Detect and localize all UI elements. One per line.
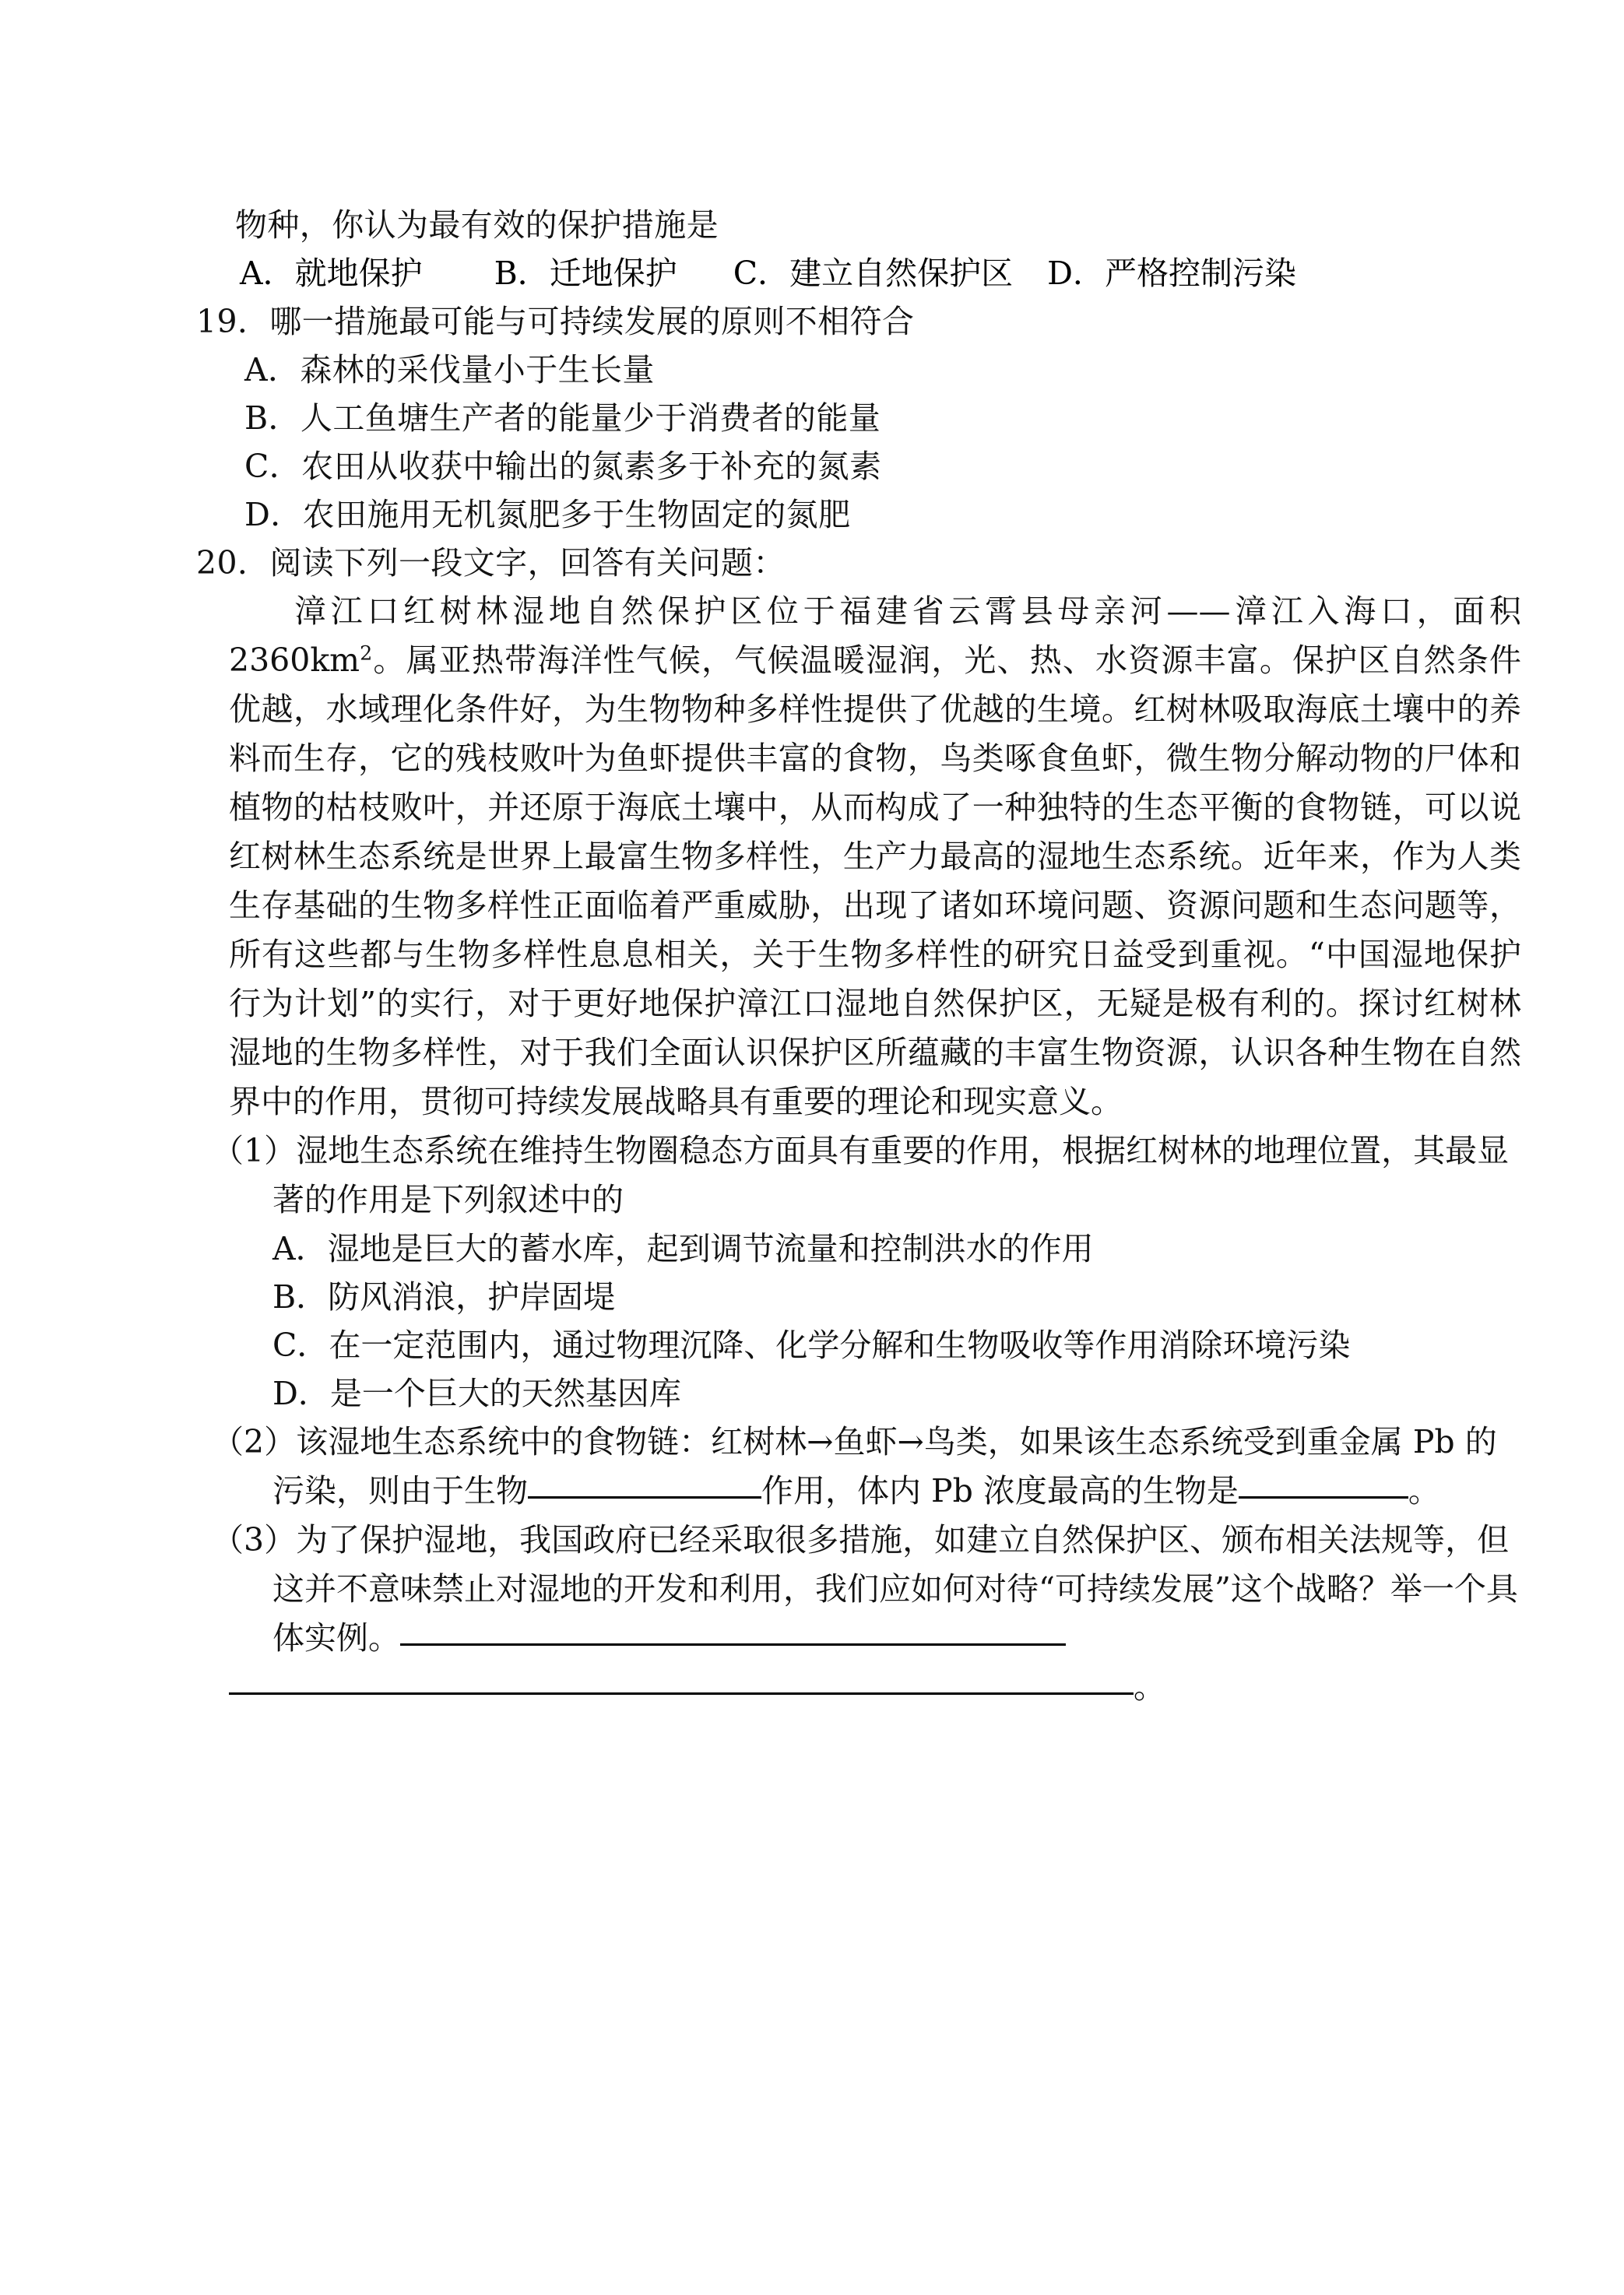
q20-sub1: [212, 1126, 1527, 1225]
q18-option-d[interactable]: D．严格控制污染: [1047, 255, 1296, 292]
q20-sub1-option-b[interactable]: B．防风消浪，护岸固堤: [272, 1278, 616, 1316]
passage-superscript-2: 2: [360, 641, 373, 665]
q20-sub1-option-a[interactable]: A．湿地是巨大的蓄水库，起到调节流量和控制洪水的作用: [272, 1230, 1094, 1267]
q20-reading-passage: [229, 587, 1521, 1126]
q20-sub2-blank-2[interactable]: [1239, 1470, 1408, 1499]
q18-option-a[interactable]: A．就地保护: [240, 255, 423, 292]
q20-sub2-text-middle: 作用，体内 Pb 浓度最高的生物是: [761, 1472, 1239, 1509]
q20-sub3-label: （3）: [212, 1521, 297, 1559]
q20-sub3: [212, 1516, 1527, 1663]
q20-sub1-label: （1）: [212, 1132, 297, 1169]
page-content: [196, 201, 1529, 1711]
q20-sub2-label: （2）: [212, 1423, 297, 1460]
q20-stem-text: 阅读下列一段文字，回答有关问题：: [269, 544, 786, 582]
q19-option-c[interactable]: C．农田从收获中输出的氮素多于补充的氮素: [244, 448, 882, 485]
q20-number: 20．: [196, 544, 270, 582]
q20-sub2-text-before: 该湿地生态系统中的食物链：红树林→鱼虾→鸟类，如果该生态系统受到重金属 Pb 的污染，则由于生物: [272, 1423, 1497, 1509]
q20-sub3-blank-1[interactable]: [400, 1617, 1066, 1646]
passage-part-1: 漳江口红树林湿地自然保护区位于福建省云霄县母亲河——漳江入海口，面积 2360km: [229, 592, 1521, 679]
q18-stem-tail: 物种，你认为最有效的保护措施是: [235, 206, 719, 244]
q19-stem: [196, 297, 1529, 346]
q18-option-b[interactable]: B．迁地保护: [494, 255, 677, 292]
q18-options-row: [240, 249, 1529, 297]
q19-option-d[interactable]: D．农田施用无机氮肥多于生物固定的氮肥: [244, 496, 851, 533]
q20-sub3-answer-line: [229, 1663, 1529, 1711]
q19-option-a[interactable]: A．森林的采伐量小于生长量: [244, 351, 655, 388]
q20-stem: [196, 539, 1529, 587]
q20-sub1-option-c[interactable]: C．在一定范围内，通过物理沉降、化学分解和生物吸收等作用消除环境污染: [272, 1327, 1351, 1364]
q20-sub2: [212, 1418, 1527, 1516]
q19-option-b[interactable]: B．人工鱼塘生产者的能量少于消费者的能量: [244, 399, 881, 437]
q20-sub3-blank-2[interactable]: [229, 1666, 1134, 1695]
q20-sub3-text-end: 。: [1134, 1668, 1165, 1706]
q20-sub2-text-end: 。: [1408, 1472, 1440, 1509]
q20-sub2-blank-1[interactable]: [528, 1470, 761, 1499]
passage-part-2: 。属亚热带海洋性气候，气候温暖湿润，光、热、水资源丰富。保护区自然条件优越，水域理化条件好，为生物物种多样性提供了优越的生境。红树林吸取海底土壤中的养料而生存，它的残枝败叶为鱼虾提供丰富的食物，鸟类啄食鱼虾，微生物分解动物的尸体和植物的枯枝败叶，并还原于海底土壤中，从而构成了一种独特的生态平衡的食物链，可以说红树林生态系统是世界上最富生物多样性，生产力最高的湿地生态系统。近年来，作为人类生存基础的生物多样性正面临着严重威胁，出现了诸如环境问题、资源问题和生态问题等，所有这些都与生物多样性息息相关，关于生物多样性的研究日益受到重视。“中国湿地保护行为计划”的实行，对于更好地保护漳江口湿地自然保护区，无疑是极有利的。探讨红树林湿地的生物多样性，对于我们全面认识保护区所蕴藏的丰富生物资源，认识各种生物在自然界中的作用，贯彻可持续发展战略具有重要的理论和现实意义。: [229, 641, 1521, 1120]
q18-option-c[interactable]: C．建立自然保护区: [733, 255, 1014, 292]
q20-sub3-text: 为了保护湿地，我国政府已经采取很多措施，如建立自然保护区、颁布相关法规等，但这并不意味禁止对湿地的开发和利用，我们应如何对待“可持续发展”这个战略？举一个具体实例。: [272, 1521, 1518, 1657]
q19-stem-text: 哪一措施最可能与可持续发展的原则不相符合: [269, 303, 915, 340]
q19-number: 19．: [196, 303, 270, 340]
q20-sub1-option-d[interactable]: D．是一个巨大的天然基因库: [272, 1375, 681, 1412]
q20-sub1-stem: 湿地生态系统在维持生物圈稳态方面具有重要的作用，根据红树林的地理位置，其最显著的作用是下列叙述中的: [272, 1132, 1510, 1218]
